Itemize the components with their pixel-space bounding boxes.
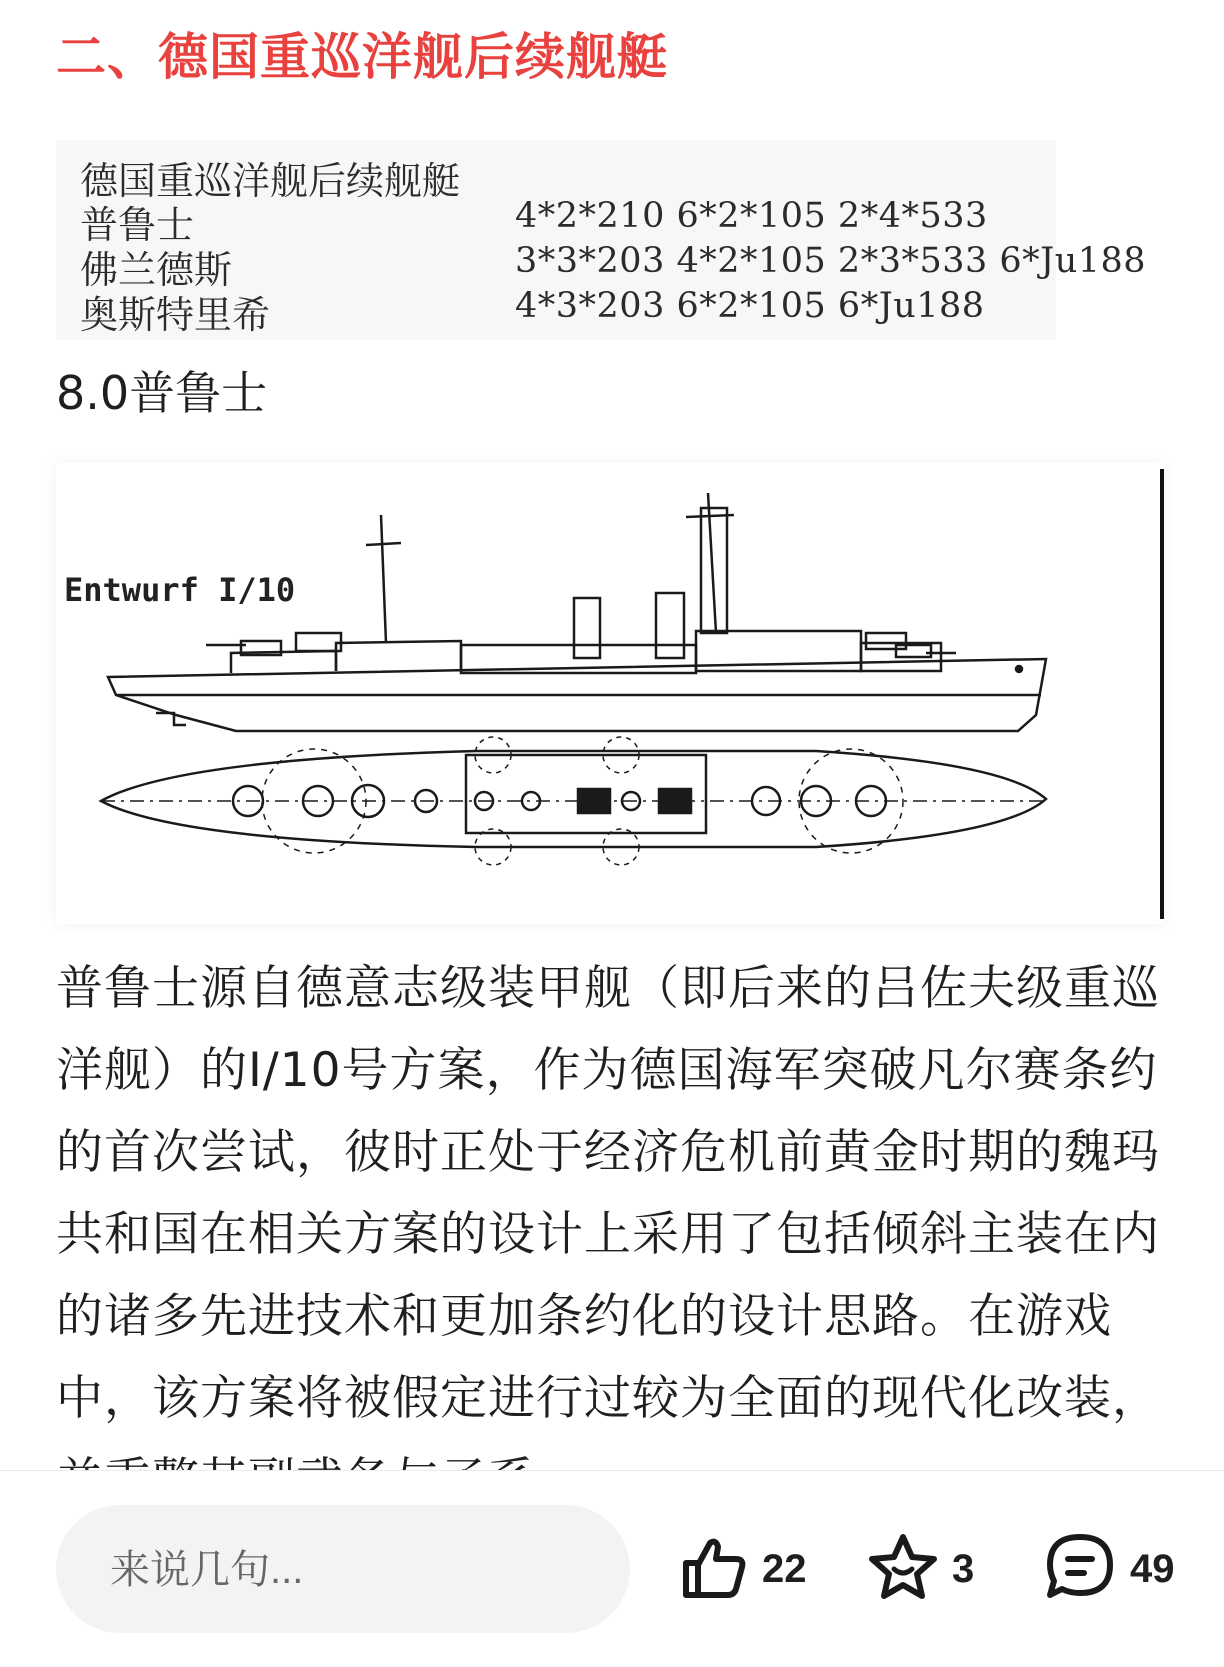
drawing-label: Entwurf I/10: [64, 571, 296, 609]
ship-armament: 4*2*210 6*2*105 2*4*533: [515, 196, 988, 236]
star-icon: [866, 1531, 940, 1607]
plan-view: [101, 737, 1046, 865]
table-row: [80, 194, 1040, 247]
ship-drawing-figure[interactable]: [56, 463, 1164, 924]
comment-box[interactable]: [56, 1505, 630, 1633]
side-profile: [108, 493, 1046, 731]
comment-button[interactable]: [1042, 1521, 1175, 1617]
armament-table-image: [56, 140, 1147, 340]
like-count: 22: [762, 1546, 807, 1591]
ship-name: 佛兰德斯: [80, 248, 233, 292]
ship-armament: 3*3*203 4*2*105 2*3*533 6*Ju188: [515, 241, 1147, 281]
favorite-button[interactable]: [866, 1521, 974, 1617]
table-row: [80, 284, 1040, 337]
subheading: 8.0普鲁士: [56, 366, 268, 420]
table-title: 德国重巡洋舰后续舰艇: [80, 159, 461, 203]
like-button[interactable]: [678, 1521, 807, 1617]
table-row: [80, 239, 1147, 292]
article-paragraph: 普鲁士源自德意志级装甲舰（即后来的吕佐夫级重巡洋舰）的I/10号方案，作为德国海军突破凡尔赛条约的首次尝试，彼时正处于经济危机前黄金时期的魏玛共和国在相关方案的设计上采用了包括倾斜主装在内的诸多先进技术和更加条约化的设计思路。在游戏中，该方案将被假定进行过较为全面的现代化改装，: [56, 961, 1160, 1426]
ship-drawing: [56, 463, 1156, 924]
comment-input[interactable]: [108, 1505, 612, 1635]
section-heading: 二、德国重巡洋舰后续舰艇: [56, 28, 668, 86]
chat-bubble-icon: [1042, 1531, 1118, 1607]
bottom-action-bar: [0, 1470, 1224, 1667]
ship-name: 普鲁士: [80, 203, 195, 247]
ship-armament: 4*3*203 6*2*105 6*Ju188: [515, 286, 985, 326]
thumbs-up-icon: [678, 1531, 750, 1607]
ship-name: 奥斯特里希: [80, 293, 271, 337]
figure-edge: [1160, 469, 1164, 919]
favorite-count: 3: [952, 1546, 975, 1591]
comment-count: 49: [1130, 1546, 1175, 1591]
